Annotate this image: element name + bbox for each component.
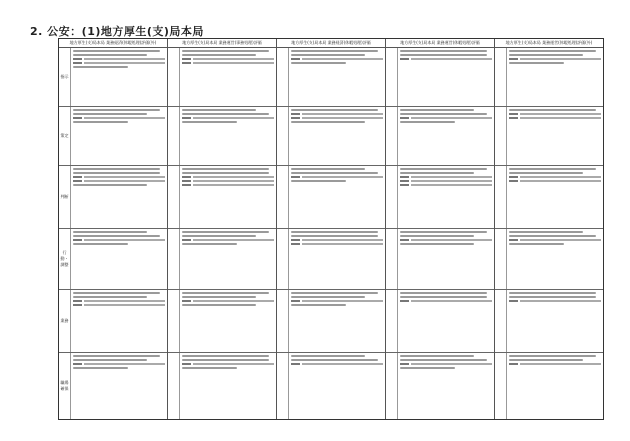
- table-row: [59, 107, 167, 166]
- table-row: [59, 166, 167, 229]
- table-column-1: [59, 39, 168, 419]
- row-label: 業務: [59, 290, 71, 352]
- document-title: 2. 公安：(1)地方厚生(支)局本局: [30, 25, 204, 38]
- row-label: 行動・調整: [59, 229, 71, 289]
- table-column-2: [168, 39, 277, 419]
- evaluation-table: [58, 38, 604, 420]
- table-column-3: [277, 39, 386, 419]
- row-label: 判断: [59, 166, 71, 228]
- column-header: 地方厚生(支)局本局 業務運営(休暇処理)評価(外): [495, 39, 603, 48]
- table-row: [59, 290, 167, 353]
- column-header: 地方厚生(支)局本局 業務経済(休暇処理)評価(外): [59, 39, 167, 48]
- table-column-4: [386, 39, 495, 419]
- table-row: [59, 48, 167, 107]
- row-label: 指示: [59, 48, 71, 106]
- table-row: [59, 353, 167, 419]
- table-column-5: [495, 39, 603, 419]
- column-header: 地方厚生(支)局本局 業務運営(事務処理)評価: [168, 39, 276, 48]
- column-header: 地方厚生(支)局本局 業務運営(休暇処理)評価: [386, 39, 494, 48]
- row-label: 職場確保: [59, 353, 71, 419]
- row-label: 策定: [59, 107, 71, 165]
- table-row: [59, 229, 167, 290]
- column-header: 地方厚生(支)局本局 業務経済(休暇処理)評価: [277, 39, 385, 48]
